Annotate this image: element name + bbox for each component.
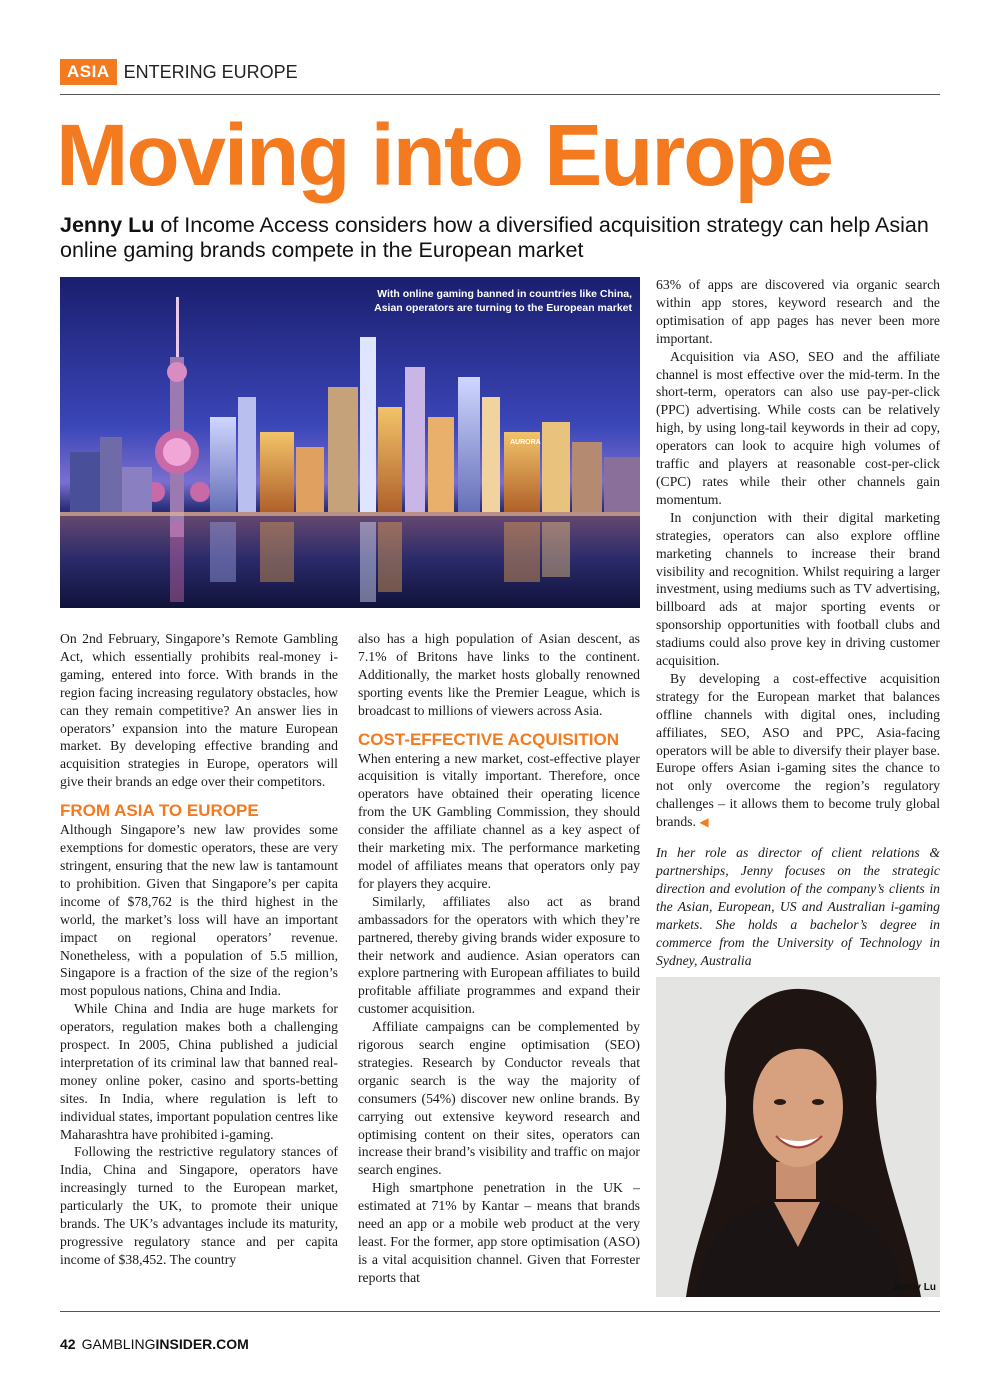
site-name-suffix: INSIDER.COM (155, 1336, 249, 1352)
portrait-image (656, 977, 940, 1297)
paragraph: also has a high population of Asian descent, as 7.1% of Britons have links to the continent. Additionally, the market hosts globally renowned sporting events like the Premier League, which is broadcast to millions of viewers across Asia. (358, 631, 640, 718)
standfirst-text: of Income Access considers how a diversified acquisition strategy can help Asian online gaming brands compete in the European market (60, 213, 929, 262)
paragraph: While China and India are huge markets for operators, regulation makes both a challenging prospect. In 2005, China published a judicial interpretation of its criminal law that banned real-money online poker, casino and sports-betting sites. In India, where regulation is left to individual states, important population centres like Maharashtra have prohibited i-gaming. (60, 1001, 338, 1142)
author-bio: In her role as director of client relations & partnerships, Jenny focuses on the strategic direction and evolution of the company’s clients in the Asian, European, US and Australian i-gaming markets. She holds a bachelor’s degree in commerce from the University of Technology in Sydney, Australia (656, 845, 940, 968)
bottom-rule (60, 1311, 940, 1312)
column-1 (60, 630, 338, 1269)
paragraph: Although Singapore’s new law provides some exemptions for domestic operators, these are very stringent, ensuring that the new law is tantamount to prohibition. Given that Singapore’s per capita income of $78,762 is the third highest in the world, the market’s loss will have an important impact on regional operators’ revenue. Nonetheless, with a population of 5.5 million, Singapore is a fraction of the size of the region’s most populous nations, China and India. (60, 822, 338, 999)
paragraph: On 2nd February, Singapore’s Remote Gambling Act, which essentially prohibits real-money i-gaming, entered into force. With brands in the region facing increasing regulatory obstacles, how can they remain competitive? An answer lies in operators’ expansion into the mature European market. By developing effective branding and acquisition strategies in Europe, operators will give their brands an edge over their competitors. (60, 631, 338, 790)
column-2 (358, 630, 640, 1287)
standfirst (60, 213, 940, 263)
paragraph: When entering a new market, cost-effective player acquisition is vitally important. Therefore, once operators have obtained their operating licence from the UK Gambling Commission, they should consider the affiliate channel as a key aspect of their marketing mix. The performance marketing model of affiliates means that operators only pay for players they acquire. (358, 750, 640, 891)
section-header (60, 58, 298, 86)
article-title: Moving into Europe (56, 107, 832, 204)
paragraph (656, 670, 940, 832)
page-number: 42 (60, 1336, 76, 1352)
footer (60, 1336, 249, 1352)
subheading-cost-effective-acquisition: COST-EFFECTIVE ACQUISITION (358, 729, 619, 749)
section-label: ENTERING EUROPE (123, 61, 298, 82)
top-rule (60, 94, 940, 95)
paragraph: Similarly, affiliates also act as brand ambassadors for the operators with which they’re partnered, thereby giving brands wider exposure to their network and audience. Asian operators can explore partnering with European affiliates to build profitable affiliate programmes and expand their customer acquisition. (358, 893, 640, 1017)
paragraph: 63% of apps are discovered via organic search within app stores, keyword research and the optimisation of app pages has never been more important. (656, 277, 940, 346)
paragraph: Acquisition via ASO, SEO and the affiliate channel is most effective over the mid-term. In the short-term, operators can also use pay-per-click (PPC) advertising. While costs can be relatively high, by using long-tail keywords in their ad copy, operators can look to acquire high volumes of traffic and players at reasonable cost-per-click (CPC) rates while their other channels gain momentum. (656, 348, 940, 507)
aurora-sign: AURORA (510, 439, 541, 446)
author-name: Jenny Lu (60, 213, 155, 237)
region-tag: ASIA (60, 59, 117, 85)
author-portrait (656, 977, 940, 1297)
paragraph: High smartphone penetration in the UK – estimated at 71% by Kantar – means that brands need an app or a mobile web product at the very least. For the former, app store optimisation (ASO) is a vital acquisition channel. Given that Forrester reports that (358, 1180, 640, 1285)
portrait-caption: Jenny Lu (892, 1282, 936, 1293)
site-name-prefix: GAMBLING (81, 1336, 156, 1352)
paragraph: Affiliate campaigns can be complemented by rigorous search engine optimisation (SEO) strategies. Research by Conductor reveals that organic search is the way the majority of consumers (54%) discover new online brands. By carrying out extensive keyword research and optimising content on their sites, operators can increase their brand’s visibility and traffic on major search engines. (358, 1019, 640, 1178)
subheading-from-asia-to-europe: FROM ASIA TO EUROPE (60, 801, 259, 821)
shanghai-skyline-photo (60, 277, 640, 608)
photo-caption: With online gaming banned in countries like China, Asian operators are turning to the European market (374, 288, 632, 314)
skyline-image (60, 277, 640, 608)
paragraph: Following the restrictive regulatory stances of India, China and Singapore, operators have increasingly turned to the European market, particularly the UK, to promote their unique brands. The UK’s advantages include its maturity, progressive regulatory stance and per capita income of $38,452. The country (60, 1144, 338, 1267)
end-mark-icon: ◀ (699, 815, 709, 830)
paragraph: In conjunction with their digital marketing strategies, operators can also explore offline marketing channels to increase their brand visibility and recognition. Whilst requiring a larger investment, using mediums such as TV advertising, billboard ads at major sporting events or sponsorship opportunities with football clubs and stadiums could also prove key in driving customer acquisition. (656, 509, 940, 669)
column-3 (656, 276, 940, 969)
paragraph-text: By developing a cost-effective acquisition strategy for the European market that balances offline channels with digital ones, including affiliates, SEO, ASO and PPC, Asia-facing operators will be able to diversify their player base. Europe offers Asian i-gaming sites the chance to not only overcome the region’s regulatory challenges – it allows them to become truly global brands. (656, 670, 940, 830)
